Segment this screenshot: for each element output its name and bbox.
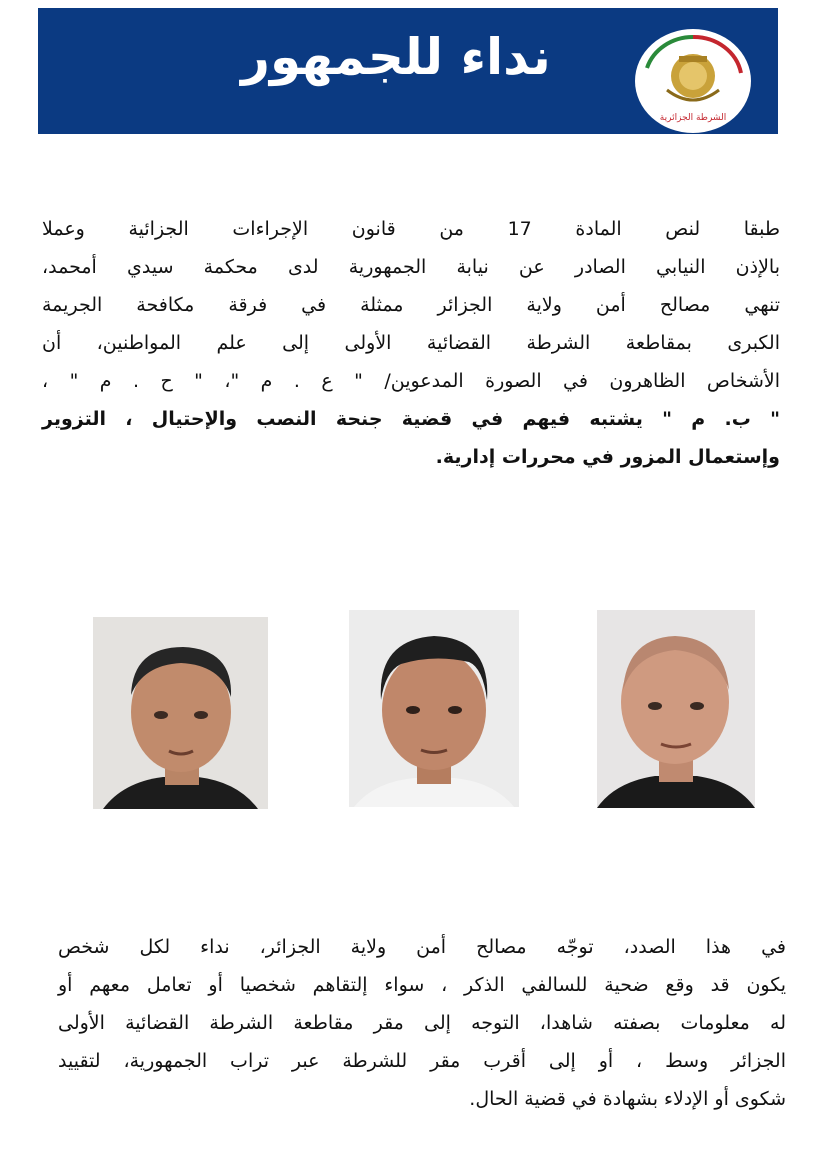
notice-paragraph	[42, 210, 780, 476]
notice-line: طبقا لنص المادة 17 من قانون الإجراءات الجزائية وعملا	[42, 218, 780, 240]
svg-text:الشرطة الجزائرية: الشرطة الجزائرية	[659, 113, 727, 123]
notice-line: تنهي مصالح أمن ولاية الجزائر ممثلة في فرقة مكافحة الجريمة	[42, 294, 780, 316]
appeal-line: في هذا الصدد، توجّه مصالح أمن ولاية الجزائر، نداء لكل شخص	[58, 936, 786, 958]
appeal-line: الجزائر وسط ، أو إلى أقرب مقر للشرطة عبر تراب الجمهورية، لتقييد	[58, 1050, 786, 1072]
notice-line-bold: وإستعمال المزور في محررات إدارية.	[435, 446, 780, 468]
appeal-line: شكوى أو الإدلاء بشهادة في قضية الحال.	[469, 1088, 786, 1110]
notice-line: بالإذن النيابي الصادر عن نيابة الجمهورية لدى محكمة سيدي أمحمد،	[42, 256, 780, 278]
notice-line-bold: " ب. م " يشتبه فيهم في قضية جنحة النصب والإحتيال ، التزوير	[42, 408, 780, 430]
suspect-photo-middle	[349, 610, 519, 807]
header-banner	[38, 8, 778, 134]
suspect-photo-right	[597, 610, 755, 808]
notice-line: الأشخاص الظاهرون في الصورة المدعوين/ " ع . م "، " ح . م " ،	[42, 370, 780, 392]
appeal-paragraph	[58, 928, 786, 1118]
appeal-line: له معلومات بصفته شاهدا، التوجه إلى مقر مقاطعة الشرطة القضائية الأولى	[58, 1012, 786, 1034]
notice-line: الكبرى بمقاطعة الشرطة القضائية الأولى إلى علم المواطنين، أن	[42, 332, 780, 354]
appeal-line: يكون قد وقع ضحية للسالفي الذكر ، سواء إلتقاهم شخصيا أو تعامل معهم أو	[58, 974, 786, 996]
page-title: نداء للجمهور	[241, 28, 551, 86]
suspect-photo-left	[93, 617, 268, 809]
police-logo-icon	[633, 28, 753, 134]
